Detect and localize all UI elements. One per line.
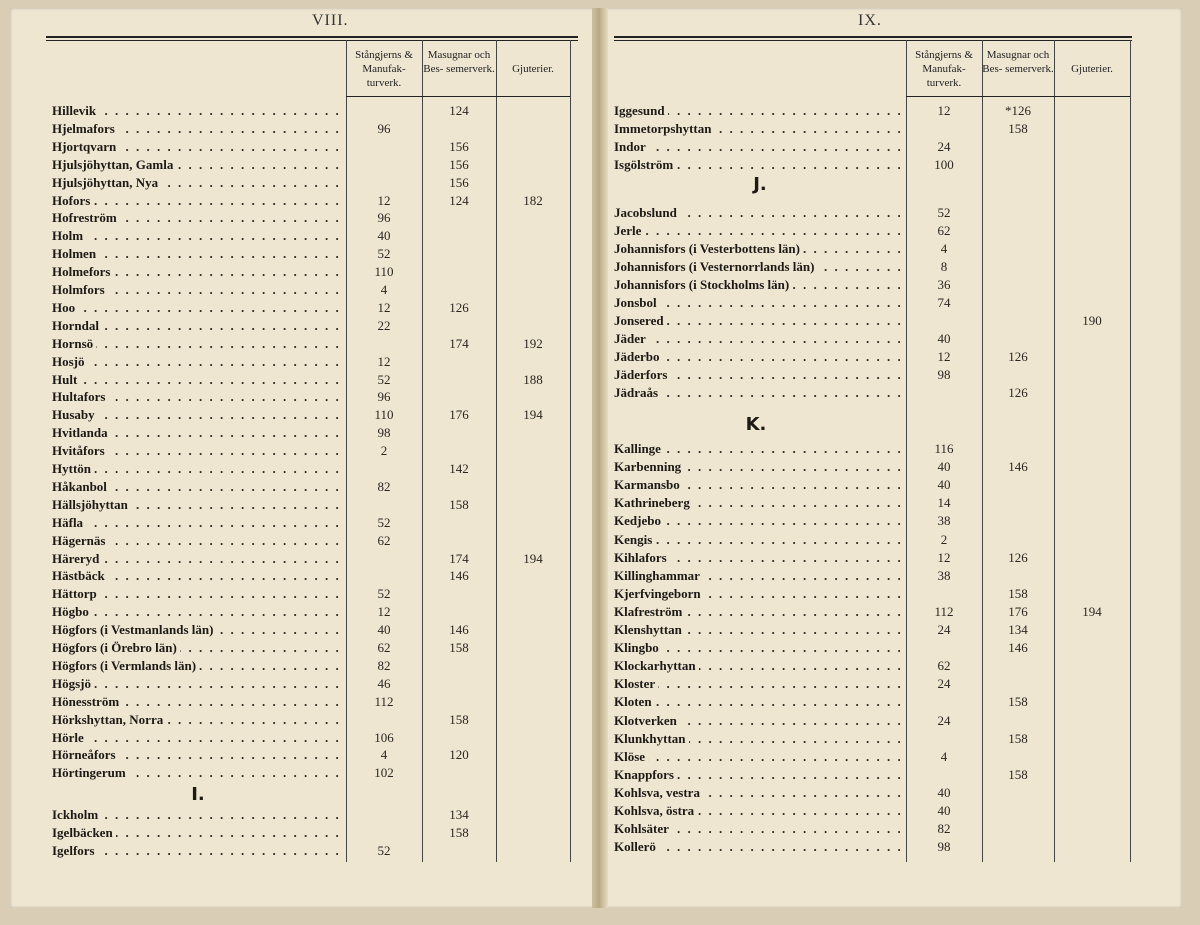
- entry-name: Johannisfors (i Stockholms län): [614, 277, 792, 292]
- table-row: [52, 514, 570, 532]
- table-row: [614, 730, 1130, 748]
- entry-name: Klingbo: [614, 640, 662, 655]
- table-row: [52, 299, 570, 317]
- table-row: [614, 494, 1130, 512]
- table-row: [52, 156, 570, 174]
- table-row: [614, 312, 1130, 330]
- table-row: [614, 820, 1130, 838]
- entry-value-c3: 190: [1082, 313, 1102, 328]
- entry-value-c1: 46: [377, 675, 391, 691]
- entry-value-c1: 82: [377, 657, 391, 673]
- entry-name: Högbo: [52, 604, 92, 619]
- table-row: [614, 366, 1130, 384]
- entry-name: Hättorp: [52, 586, 100, 601]
- table-row: [614, 802, 1130, 820]
- left-page-number: VIII.: [312, 12, 349, 29]
- entry-name: Hörle: [52, 730, 87, 745]
- entry-name: Hillevik: [52, 103, 99, 118]
- table-row: [614, 384, 1130, 402]
- entry-value-c2: 158: [1008, 120, 1028, 136]
- entry-value-c1: 38: [937, 567, 951, 583]
- entry-name: Holmen: [52, 246, 99, 261]
- entry-value-c2: 158: [449, 640, 469, 655]
- entry-name: Hörtingerum: [52, 765, 129, 780]
- entry-value-c3: 182: [523, 192, 543, 208]
- table-row: [52, 371, 570, 389]
- table-row: [52, 442, 570, 460]
- right-top-rule: [614, 36, 1132, 38]
- table-row: [614, 240, 1130, 258]
- entry-name: Hönesström: [52, 694, 122, 709]
- entry-name: Hornsö: [52, 336, 96, 351]
- entry-name: Isgölström: [614, 157, 676, 172]
- entry-name: Hästbäck: [52, 568, 108, 583]
- table-row: [614, 276, 1130, 294]
- entry-value-c1: 40: [937, 331, 951, 346]
- table-row: [614, 294, 1130, 312]
- entry-value-c2: 146: [449, 568, 469, 584]
- entry-value-c2: 134: [1008, 622, 1028, 637]
- right-col-rule-4: [1130, 40, 1131, 862]
- entry-name: Hoo: [52, 300, 78, 315]
- entry-value-c1: 82: [377, 478, 391, 494]
- left-top-rule: [46, 36, 578, 38]
- entry-value-c2: 156: [449, 138, 469, 154]
- table-row: [52, 335, 570, 353]
- table-row: [52, 824, 570, 842]
- table-row: [614, 657, 1130, 675]
- entry-name: Hosjö: [52, 354, 88, 369]
- table-row: [614, 531, 1130, 549]
- entry-name: Högsjö: [52, 676, 94, 691]
- entry-value-c1: 40: [377, 622, 391, 638]
- table-row: [52, 496, 570, 514]
- entry-value-c2: 158: [1008, 766, 1028, 782]
- table-row: [52, 675, 570, 693]
- entry-value-c2: 146: [449, 622, 469, 638]
- table-row: [52, 388, 570, 406]
- table-row: [614, 585, 1130, 603]
- entry-value-c1: 98: [937, 367, 951, 382]
- entry-value-c1: 22: [377, 317, 391, 333]
- table-row: [614, 549, 1130, 567]
- entry-value-c1: 4: [940, 748, 948, 764]
- entry-value-c1: 40: [937, 784, 951, 800]
- entry-value-c2: 158: [449, 825, 469, 840]
- table-row: [614, 766, 1130, 784]
- entry-value-c2: 124: [449, 103, 469, 118]
- table-row: [52, 764, 570, 782]
- entry-name: Klotverken: [614, 713, 680, 728]
- left-section-letter: I.: [191, 784, 205, 805]
- table-row: [52, 478, 570, 496]
- entry-value-c1: 24: [937, 622, 951, 637]
- entry-value-c1: 62: [937, 658, 951, 674]
- table-row: [52, 138, 570, 156]
- entry-name: Holmfors: [52, 282, 108, 297]
- table-row: [614, 675, 1130, 693]
- entry-value-c1: 36: [937, 277, 951, 292]
- entry-value-c2: 176: [1008, 603, 1028, 619]
- entry-name: Klunkhyttan: [614, 731, 689, 746]
- entry-value-c1: 100: [934, 156, 954, 172]
- entry-value-c1: 52: [377, 246, 391, 262]
- entry-name: Kallinge: [614, 441, 664, 456]
- table-row: [614, 476, 1130, 494]
- entry-value-c1: 24: [937, 712, 951, 728]
- right-section-k: K.: [745, 414, 767, 435]
- entry-name: Hofors: [52, 193, 93, 208]
- table-row: [614, 440, 1130, 458]
- left-header-col3: Gjuterier.: [512, 63, 554, 75]
- entry-name: Karbenning: [614, 459, 684, 474]
- entry-value-c1: 40: [937, 477, 951, 493]
- table-row: [52, 746, 570, 764]
- right-section-j: J.: [753, 174, 767, 195]
- entry-value-c3: 194: [523, 407, 543, 423]
- entry-name: Klenshyttan: [614, 622, 685, 637]
- entry-name: Hjortqvarn: [52, 139, 119, 154]
- book-gutter: [592, 8, 608, 908]
- table-row: [52, 711, 570, 729]
- entry-value-c1: 4: [380, 282, 388, 297]
- entry-name: Hjulsjöhyttan, Gamla: [52, 157, 176, 172]
- left-header-col1: Stångjerns & Manufak- turverk.: [355, 49, 413, 89]
- entry-name: Kollerö: [614, 839, 659, 854]
- entry-value-c1: 96: [377, 120, 391, 136]
- entry-value-c2: 174: [449, 335, 469, 351]
- entry-name: Jäderbo: [614, 349, 663, 364]
- entry-value-c1: 38: [937, 513, 951, 529]
- entry-value-c1: 4: [380, 747, 388, 763]
- table-row: [52, 621, 570, 639]
- table-row: [52, 174, 570, 192]
- entry-value-c1: 52: [377, 843, 391, 858]
- entry-name: Jonsered: [614, 313, 667, 328]
- entry-value-c3: 192: [523, 335, 543, 351]
- entry-name: Högfors (i Örebro län): [52, 640, 180, 655]
- entry-name: Jädraås: [614, 385, 661, 400]
- entry-value-c1: 4: [940, 241, 948, 256]
- entry-name: Högfors (i Vermlands län): [52, 658, 199, 673]
- entry-value-c1: 12: [377, 353, 391, 369]
- entry-name: Horndal: [52, 318, 102, 333]
- entry-value-c2: 158: [1008, 585, 1028, 601]
- entry-value-c1: 98: [377, 425, 391, 441]
- entry-value-c2: 158: [1008, 730, 1028, 746]
- table-row: [614, 748, 1130, 766]
- table-row: [52, 603, 570, 621]
- entry-value-c2: 146: [1008, 640, 1028, 656]
- entry-name: Kihlafors: [614, 550, 670, 565]
- entry-value-c1: 12: [377, 604, 391, 620]
- entry-name: Hägernäs: [52, 533, 108, 548]
- entry-name: Jacobslund: [614, 205, 680, 220]
- entry-value-c1: 96: [377, 210, 391, 226]
- entry-name: Holm: [52, 228, 86, 243]
- entry-value-c1: 14: [937, 495, 951, 511]
- table-row: [52, 806, 570, 824]
- entry-value-c1: 74: [937, 295, 951, 310]
- table-row: [614, 784, 1130, 802]
- entry-value-c1: 2: [380, 443, 388, 459]
- table-row: [614, 621, 1130, 639]
- entry-name: Hultafors: [52, 389, 108, 404]
- entry-value-c2: 142: [449, 461, 469, 476]
- entry-value-c1: 112: [934, 603, 954, 619]
- entry-name: Häfla: [52, 515, 86, 530]
- entry-value-c1: 40: [937, 459, 951, 475]
- table-row: [52, 550, 570, 568]
- entry-name: Holmefors: [52, 264, 113, 279]
- entry-name: Klöse: [614, 749, 648, 764]
- table-row: [52, 424, 570, 442]
- table-row: [52, 842, 570, 860]
- entry-name: Hällsjöhyttan: [52, 497, 131, 512]
- table-row: [52, 245, 570, 263]
- entry-value-c2: *126: [1005, 103, 1031, 118]
- entry-value-c3: 194: [523, 550, 543, 566]
- entry-name: Hvitåfors: [52, 443, 108, 458]
- entry-value-c1: 12: [937, 103, 951, 118]
- entry-value-c1: 96: [377, 389, 391, 405]
- entry-name: Häreryd: [52, 551, 102, 566]
- entry-value-c2: 120: [449, 747, 469, 763]
- table-row: [614, 458, 1130, 476]
- table-row: [52, 263, 570, 281]
- entry-name: Klafreström: [614, 604, 685, 619]
- table-row: [52, 693, 570, 711]
- table-row: [52, 585, 570, 603]
- entry-value-c1: 82: [937, 821, 951, 837]
- entry-name: Ickholm: [52, 807, 101, 822]
- entry-value-c3: 188: [523, 371, 543, 387]
- entry-name: Jäder: [614, 331, 649, 346]
- entry-value-c1: 12: [937, 549, 951, 565]
- table-row: [614, 712, 1130, 730]
- entry-name: Jerle: [614, 223, 644, 238]
- left-col-rule-4: [570, 40, 571, 862]
- table-row: [52, 657, 570, 675]
- entry-value-c1: 12: [377, 192, 391, 208]
- entry-value-c2: 158: [1008, 694, 1028, 710]
- entry-value-c1: 102: [374, 765, 394, 781]
- entry-value-c1: 106: [374, 729, 394, 745]
- entry-value-c2: 146: [1008, 459, 1028, 475]
- table-row: [52, 192, 570, 210]
- table-row: [52, 353, 570, 371]
- entry-name: Jonsbol: [614, 295, 660, 310]
- entry-name: Högfors (i Vestmanlands län): [52, 622, 216, 637]
- entry-name: Kedjebo: [614, 513, 664, 528]
- entry-name: Immetorpshyttan: [614, 121, 715, 136]
- entry-value-c2: 126: [1008, 349, 1028, 364]
- entry-name: Hult: [52, 372, 80, 387]
- entry-value-c1: 62: [377, 640, 391, 655]
- table-row: [614, 138, 1130, 156]
- entry-value-c2: 156: [449, 174, 469, 190]
- table-row: [52, 281, 570, 299]
- entry-name: Hyttön: [52, 461, 94, 476]
- table-row: [614, 603, 1130, 621]
- entry-name: Kengis: [614, 532, 655, 547]
- entry-name: Hofreström: [52, 210, 120, 225]
- table-row: [614, 348, 1130, 366]
- entry-name: Husaby: [52, 407, 98, 422]
- table-row: [614, 156, 1130, 174]
- table-row: [52, 209, 570, 227]
- entry-name: Johannisfors (i Vesterbottens län): [614, 241, 803, 256]
- entry-value-c2: 158: [449, 496, 469, 512]
- entry-value-c1: 98: [937, 839, 951, 855]
- entry-name: Kathrineberg: [614, 495, 693, 510]
- entry-name: Klockarhyttan: [614, 658, 699, 673]
- right-header-col2: Masugnar och Bes- semerverk.: [982, 49, 1054, 75]
- entry-value-c1: 52: [377, 371, 391, 387]
- entry-name: Hjulsjöhyttan, Nya: [52, 175, 161, 190]
- entry-value-c1: 62: [937, 223, 951, 238]
- entry-value-c1: 116: [934, 441, 954, 456]
- table-row: [52, 532, 570, 550]
- table-row: [614, 512, 1130, 530]
- entry-value-c1: 52: [937, 205, 951, 220]
- entry-value-c2: 158: [449, 711, 469, 727]
- entry-value-c2: 176: [449, 407, 469, 423]
- table-row: [614, 639, 1130, 657]
- left-header-rule: [346, 96, 570, 97]
- left-header-col2: Masugnar och Bes- semerverk.: [423, 49, 495, 75]
- table-row: [614, 120, 1130, 138]
- entry-value-c2: 126: [1008, 549, 1028, 565]
- entry-value-c1: 40: [937, 803, 951, 818]
- entry-value-c1: 52: [377, 514, 391, 530]
- entry-name: Jäderfors: [614, 367, 670, 382]
- entry-name: Hjelmafors: [52, 121, 118, 136]
- entry-name: Kloten: [614, 694, 655, 709]
- entry-value-c3: 194: [1082, 603, 1102, 619]
- entry-name: Igelfors: [52, 843, 98, 858]
- entry-name: Kloster: [614, 676, 658, 691]
- table-row: [52, 102, 570, 120]
- table-row: [614, 204, 1130, 222]
- entry-value-c1: 110: [374, 264, 394, 280]
- entry-value-c1: 62: [377, 532, 391, 548]
- table-row: [614, 102, 1130, 120]
- right-page-number: IX.: [858, 12, 882, 29]
- left-top-rule-2: [46, 40, 578, 41]
- entry-value-c2: 124: [449, 192, 469, 208]
- entry-name: Johannisfors (i Vesternorrlands län): [614, 259, 817, 274]
- table-row: [52, 317, 570, 335]
- entry-value-c2: 174: [449, 550, 469, 566]
- entry-name: Kohlsva, vestra: [614, 785, 703, 800]
- table-row: [614, 838, 1130, 856]
- entry-value-c1: 12: [377, 299, 391, 315]
- entry-name: Kohlsäter: [614, 821, 672, 836]
- entry-name: Kohlsva, östra: [614, 803, 697, 818]
- table-row: [614, 693, 1130, 711]
- entry-name: Hörneåfors: [52, 747, 119, 762]
- entry-value-c1: 112: [374, 693, 394, 709]
- entry-value-c2: 156: [449, 156, 469, 172]
- entry-value-c1: 12: [937, 349, 951, 364]
- entry-value-c1: 24: [937, 676, 951, 692]
- entry-name: Killinghammar: [614, 568, 703, 583]
- entry-name: Håkanbol: [52, 479, 110, 494]
- table-row: [52, 460, 570, 478]
- right-header-col3: Gjuterier.: [1071, 63, 1113, 75]
- entry-name: Iggesund: [614, 103, 668, 118]
- right-header-rule: [906, 96, 1130, 97]
- entry-name: Karmansbo: [614, 477, 683, 492]
- entry-name: Hörkshyttan, Norra: [52, 712, 166, 727]
- entry-name: Igelbäcken: [52, 825, 116, 840]
- table-row: [52, 729, 570, 747]
- table-row: [52, 120, 570, 138]
- entry-value-c2: 126: [449, 299, 469, 315]
- table-row: [52, 406, 570, 424]
- entry-value-c1: 2: [940, 531, 948, 547]
- table-row: [614, 258, 1130, 276]
- entry-name: Kjerfvingeborn: [614, 586, 704, 601]
- entry-name: Hvitlanda: [52, 425, 111, 440]
- entry-value-c1: 40: [377, 228, 391, 244]
- entry-value-c1: 24: [937, 138, 951, 154]
- table-row: [52, 639, 570, 657]
- table-row: [614, 222, 1130, 240]
- entry-value-c2: 134: [449, 807, 469, 822]
- entry-value-c1: 110: [374, 407, 394, 423]
- entry-value-c2: 126: [1008, 385, 1028, 400]
- entry-name: Knappfors: [614, 767, 677, 782]
- table-row: [614, 330, 1130, 348]
- right-header-col1: Stångjerns & Manufak- turverk.: [915, 49, 973, 89]
- table-row: [614, 567, 1130, 585]
- entry-value-c1: 52: [377, 586, 391, 602]
- entry-value-c1: 8: [940, 259, 948, 274]
- entry-name: Indor: [614, 139, 649, 154]
- table-row: [52, 567, 570, 585]
- table-row: [52, 227, 570, 245]
